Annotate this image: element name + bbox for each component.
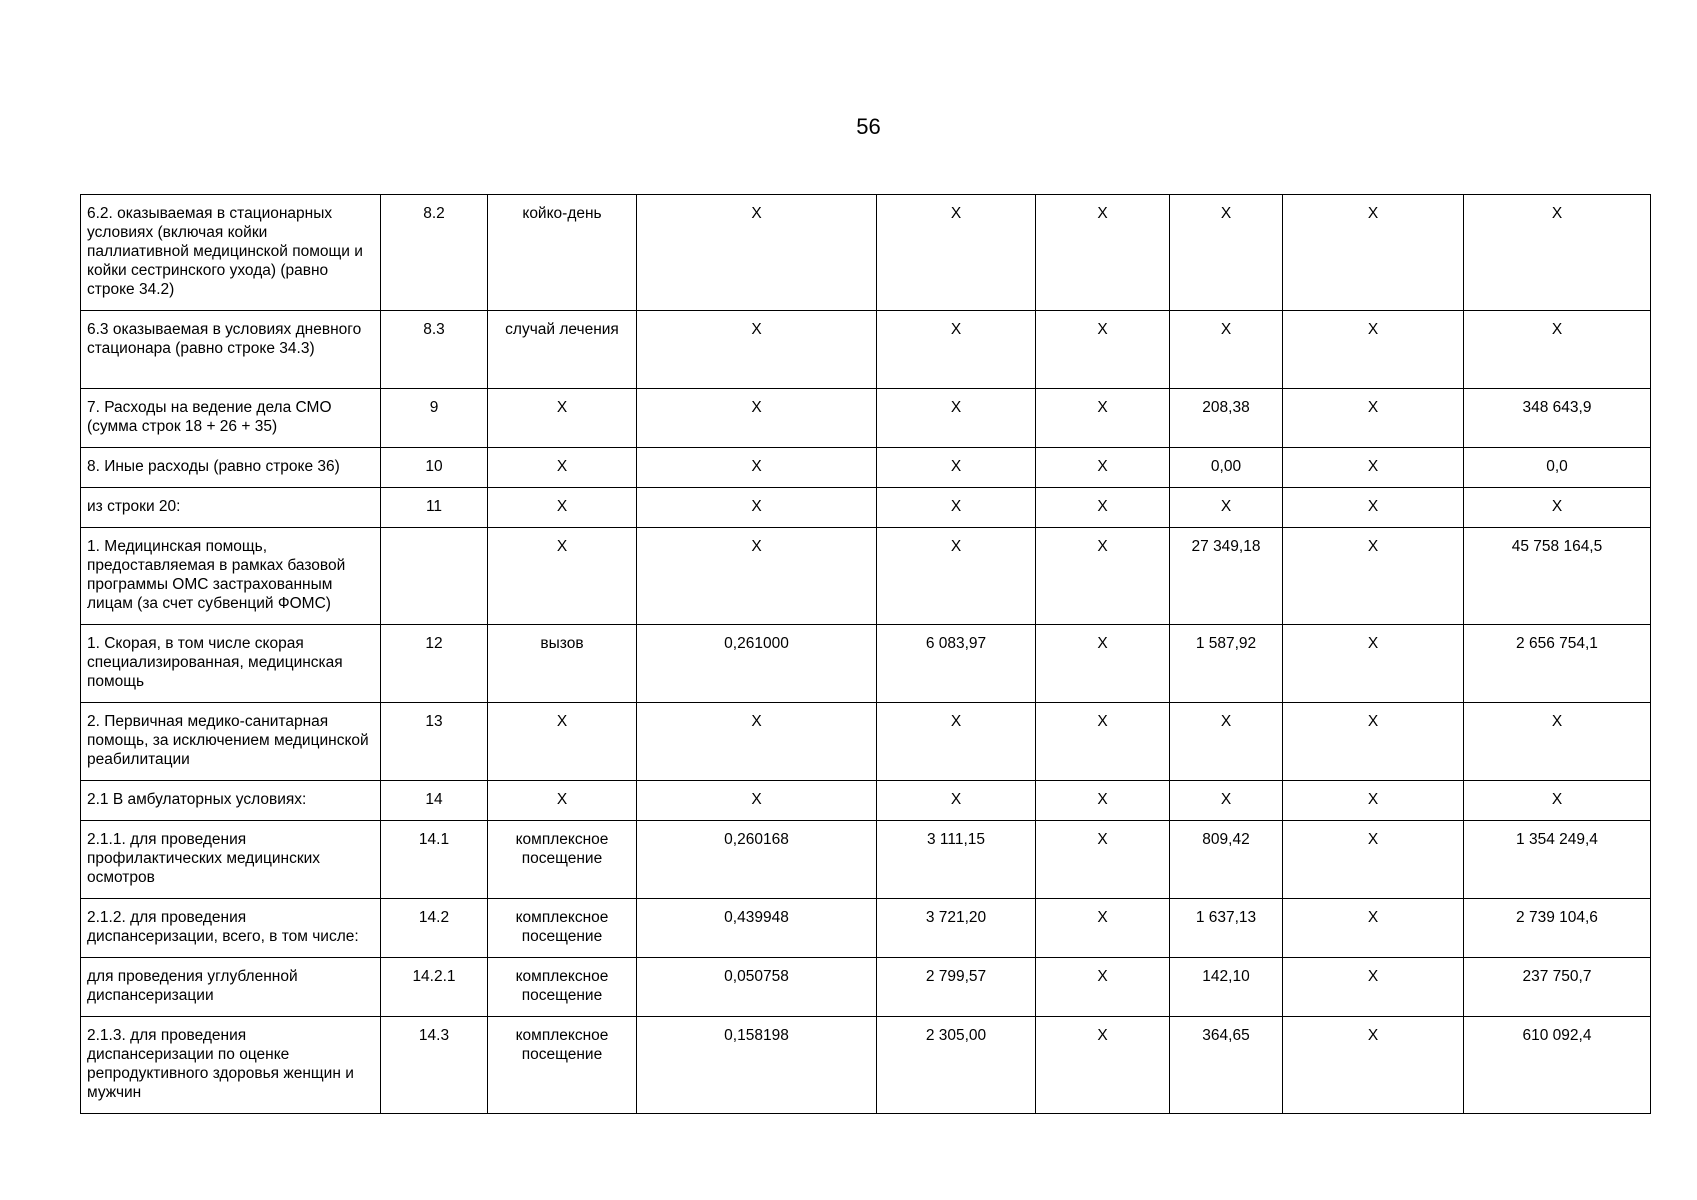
table-row bbox=[81, 1017, 1651, 1114]
table-cell: 2 656 754,1 bbox=[1464, 625, 1651, 703]
table-cell: 14.3 bbox=[381, 1017, 488, 1114]
table-cell: 12 bbox=[381, 625, 488, 703]
table-cell: 14 bbox=[381, 781, 488, 821]
table-cell: 348 643,9 bbox=[1464, 389, 1651, 448]
table-cell: комплексное посещение bbox=[488, 899, 637, 958]
row-name-cell: из строки 20: bbox=[81, 488, 381, 528]
table-cell: X bbox=[1036, 389, 1170, 448]
table-cell: X bbox=[637, 488, 877, 528]
row-name-cell: 2.1.2. для проведения диспансеризации, всего, в том числе: bbox=[81, 899, 381, 958]
table-cell: 27 349,18 bbox=[1170, 528, 1283, 625]
table-cell: 1 637,13 bbox=[1170, 899, 1283, 958]
table-cell: 809,42 bbox=[1170, 821, 1283, 899]
table-row bbox=[81, 528, 1651, 625]
table-cell: 13 bbox=[381, 703, 488, 781]
table-cell: 2 799,57 bbox=[877, 958, 1036, 1017]
table-cell: 0,439948 bbox=[637, 899, 877, 958]
row-name-cell: 6.2. оказываемая в стационарных условиях (включая койки паллиативной медицинской помощи и койки сестринского ухода) (равно строке 34.2) bbox=[81, 195, 381, 311]
row-name-cell: 2.1 В амбулаторных условиях: bbox=[81, 781, 381, 821]
table-cell: 3 111,15 bbox=[877, 821, 1036, 899]
row-name-cell: 1. Медицинская помощь, предоставляемая в рамках базовой программы ОМС застрахованным лицам (за счет субвенций ФОМС) bbox=[81, 528, 381, 625]
row-name-cell: 1. Скорая, в том числе скорая специализированная, медицинская помощь bbox=[81, 625, 381, 703]
table-cell: X bbox=[1283, 488, 1464, 528]
table-cell: X bbox=[1283, 195, 1464, 311]
table-cell: X bbox=[877, 389, 1036, 448]
table-cell: комплексное посещение bbox=[488, 821, 637, 899]
table-cell: X bbox=[1283, 781, 1464, 821]
table-cell: X bbox=[1170, 703, 1283, 781]
table-cell: комплексное посещение bbox=[488, 1017, 637, 1114]
table-cell: 0,050758 bbox=[637, 958, 877, 1017]
row-name-cell: 7. Расходы на ведение дела СМО (сумма строк 18 + 26 + 35) bbox=[81, 389, 381, 448]
table-row bbox=[81, 781, 1651, 821]
table-cell bbox=[381, 528, 488, 625]
table-cell: 2 739 104,6 bbox=[1464, 899, 1651, 958]
table-cell: 142,10 bbox=[1170, 958, 1283, 1017]
table-cell: X bbox=[488, 528, 637, 625]
table-cell: X bbox=[877, 488, 1036, 528]
table-cell: 6 083,97 bbox=[877, 625, 1036, 703]
table-cell: X bbox=[1170, 195, 1283, 311]
row-name-cell: для проведения углубленной диспансеризации bbox=[81, 958, 381, 1017]
table-cell: X bbox=[1036, 1017, 1170, 1114]
table-cell: 0,261000 bbox=[637, 625, 877, 703]
table-cell: X bbox=[877, 703, 1036, 781]
table-cell: X bbox=[1464, 703, 1651, 781]
table-cell: X bbox=[1036, 781, 1170, 821]
table-cell: 14.2.1 bbox=[381, 958, 488, 1017]
table-cell: X bbox=[1036, 625, 1170, 703]
table-row bbox=[81, 195, 1651, 311]
table-cell: X bbox=[1283, 899, 1464, 958]
table-cell: X bbox=[1036, 958, 1170, 1017]
row-name-cell: 2. Первичная медико-санитарная помощь, за исключением медицинской реабилитации bbox=[81, 703, 381, 781]
table-cell: 14.1 bbox=[381, 821, 488, 899]
table-cell: 10 bbox=[381, 448, 488, 488]
table-cell: X bbox=[637, 448, 877, 488]
table-cell: 11 bbox=[381, 488, 488, 528]
row-name-cell: 2.1.3. для проведения диспансеризации по оценке репродуктивного здоровья женщин и мужчин bbox=[81, 1017, 381, 1114]
table-cell: X bbox=[1036, 528, 1170, 625]
table-cell: 0,158198 bbox=[637, 1017, 877, 1114]
table-cell: 0,0 bbox=[1464, 448, 1651, 488]
table-cell: 237 750,7 bbox=[1464, 958, 1651, 1017]
table-cell: X bbox=[637, 703, 877, 781]
table-cell: X bbox=[1283, 703, 1464, 781]
table-cell: X bbox=[488, 781, 637, 821]
table-cell: 1 587,92 bbox=[1170, 625, 1283, 703]
table-cell: 45 758 164,5 bbox=[1464, 528, 1651, 625]
table-cell: X bbox=[1036, 821, 1170, 899]
table-cell: X bbox=[1464, 488, 1651, 528]
table-cell: X bbox=[637, 195, 877, 311]
table-body bbox=[81, 195, 1651, 1114]
table-cell: 364,65 bbox=[1170, 1017, 1283, 1114]
table-cell: X bbox=[1170, 488, 1283, 528]
table-row bbox=[81, 703, 1651, 781]
table-cell: X bbox=[1170, 311, 1283, 389]
table-cell: X bbox=[488, 448, 637, 488]
table-cell: 0,260168 bbox=[637, 821, 877, 899]
data-table bbox=[80, 194, 1651, 1114]
table-cell: X bbox=[877, 448, 1036, 488]
table-cell: X bbox=[1036, 488, 1170, 528]
table-row bbox=[81, 899, 1651, 958]
table-cell: X bbox=[1283, 958, 1464, 1017]
table-cell: X bbox=[1283, 625, 1464, 703]
table-cell: 8.2 bbox=[381, 195, 488, 311]
table-cell: X bbox=[1464, 311, 1651, 389]
table-cell: 8.3 bbox=[381, 311, 488, 389]
table-cell: X bbox=[488, 703, 637, 781]
table-cell: 2 305,00 bbox=[877, 1017, 1036, 1114]
table-cell: X bbox=[1036, 448, 1170, 488]
table-cell: X bbox=[1283, 448, 1464, 488]
page-number: 56 bbox=[856, 114, 881, 139]
table-cell: койко-день bbox=[488, 195, 637, 311]
table-row bbox=[81, 625, 1651, 703]
table-cell: X bbox=[637, 311, 877, 389]
table-cell: X bbox=[1464, 195, 1651, 311]
row-name-cell: 2.1.1. для проведения профилактических медицинских осмотров bbox=[81, 821, 381, 899]
table-cell: X bbox=[877, 195, 1036, 311]
table-cell: X bbox=[1170, 781, 1283, 821]
table-cell: X bbox=[1283, 1017, 1464, 1114]
table-cell: 610 092,4 bbox=[1464, 1017, 1651, 1114]
table-cell: 9 bbox=[381, 389, 488, 448]
table-cell: случай лечения bbox=[488, 311, 637, 389]
table-cell: X bbox=[637, 389, 877, 448]
table-row bbox=[81, 958, 1651, 1017]
table-row bbox=[81, 821, 1651, 899]
table-row bbox=[81, 488, 1651, 528]
table-cell: X bbox=[1464, 781, 1651, 821]
table-cell: X bbox=[1283, 389, 1464, 448]
row-name-cell: 8. Иные расходы (равно строке 36) bbox=[81, 448, 381, 488]
table-row bbox=[81, 389, 1651, 448]
table-cell: X bbox=[1036, 311, 1170, 389]
table-cell: X bbox=[1036, 899, 1170, 958]
table-cell: 3 721,20 bbox=[877, 899, 1036, 958]
table-cell: 0,00 bbox=[1170, 448, 1283, 488]
table-cell: X bbox=[1283, 528, 1464, 625]
table-cell: 14.2 bbox=[381, 899, 488, 958]
table-cell: X bbox=[1283, 311, 1464, 389]
table-cell: X bbox=[1036, 703, 1170, 781]
table-cell: X bbox=[488, 488, 637, 528]
table-cell: X bbox=[637, 781, 877, 821]
row-name-cell: 6.3 оказываемая в условиях дневного стационара (равно строке 34.3) bbox=[81, 311, 381, 389]
table-cell: X bbox=[488, 389, 637, 448]
table-cell: 1 354 249,4 bbox=[1464, 821, 1651, 899]
table-cell: X bbox=[637, 528, 877, 625]
table-cell: X bbox=[1036, 195, 1170, 311]
table-row bbox=[81, 311, 1651, 389]
table-cell: комплексное посещение bbox=[488, 958, 637, 1017]
table-cell: X bbox=[877, 311, 1036, 389]
table-cell: X bbox=[1283, 821, 1464, 899]
table-cell: X bbox=[877, 781, 1036, 821]
table-row bbox=[81, 448, 1651, 488]
table-cell: 208,38 bbox=[1170, 389, 1283, 448]
table-cell: X bbox=[877, 528, 1036, 625]
table-cell: вызов bbox=[488, 625, 637, 703]
